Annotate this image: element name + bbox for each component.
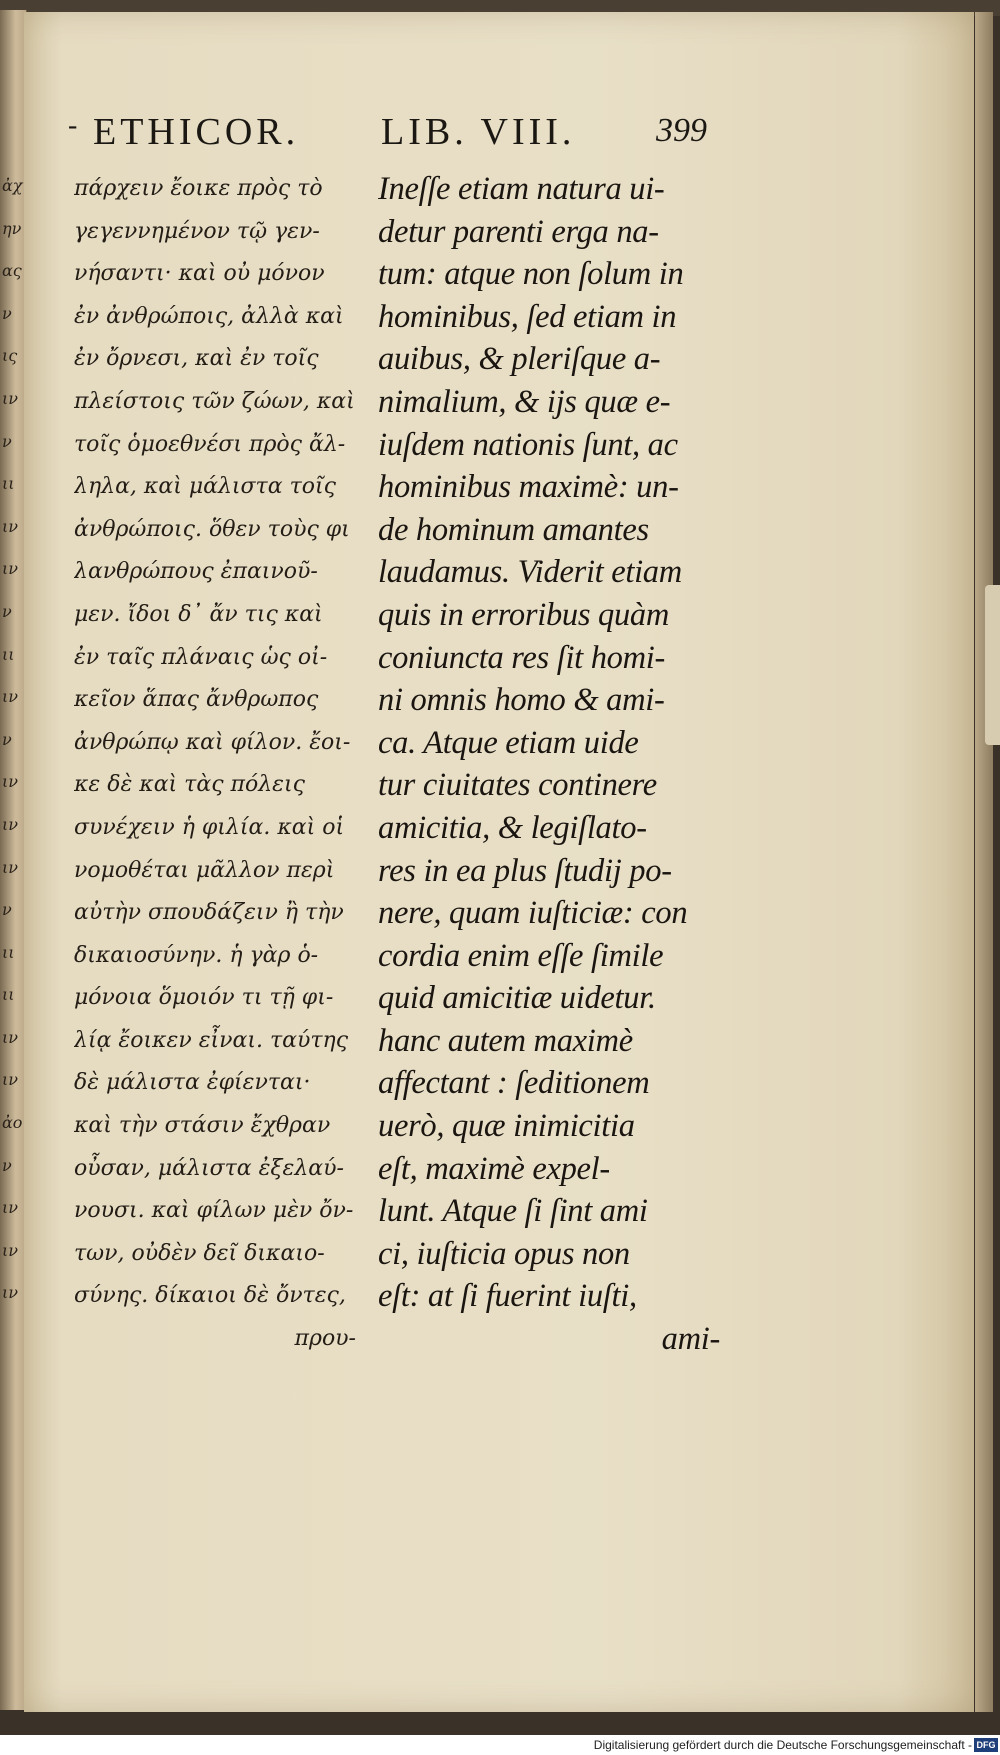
- latin-line: cordia enim eſſe ſimile: [378, 937, 664, 974]
- facing-page-fragment: ν: [2, 431, 12, 451]
- latin-line: coniuncta res ſit homi-: [378, 639, 666, 676]
- latin-line: amicitia, & legiſlato-: [378, 809, 647, 846]
- facing-page-fragment: ην: [2, 218, 22, 238]
- facing-page-fragment: ιν: [2, 1027, 18, 1047]
- greek-line: δικαιοσύνην. ἡ γὰρ ὁ-: [74, 942, 319, 968]
- footer-credit: Digitalisierung gefördert durch die Deutsche Forschungsgemeinschaft -: [593, 1738, 972, 1752]
- facing-page-fragment: ἀο: [2, 1113, 23, 1133]
- facing-page-fragment: ν: [2, 900, 12, 920]
- facing-page-fragment: ιι: [2, 644, 15, 664]
- facing-page-fragment: ν: [2, 729, 12, 749]
- facing-page-fragment: ιι: [2, 474, 15, 494]
- latin-line: uerò, quæ inimicitia: [378, 1108, 635, 1145]
- greek-line: συνέχειν ἡ φιλία. καὶ οἱ: [74, 814, 345, 840]
- latin-line: laudamus. Viderit etiam: [378, 554, 682, 591]
- facing-page-fragment: ας: [2, 261, 22, 281]
- facing-page-fragment: ν: [2, 1155, 12, 1175]
- greek-line: δὲ μάλιστα ἐφίενται·: [74, 1070, 311, 1096]
- latin-catchword: ami-: [661, 1321, 720, 1358]
- facing-page-fragment: ιν: [2, 1283, 18, 1303]
- latin-line: eſt: at ſi fuerint iuſti,: [378, 1278, 637, 1315]
- running-head-title: ETHICOR.: [93, 111, 300, 153]
- latin-line: hominibus maximè: un-: [378, 469, 679, 506]
- latin-line: res in ea plus ſtudij po-: [378, 852, 672, 889]
- paper-tab: [985, 585, 1000, 745]
- running-head-book: LIB. VIII.: [381, 111, 576, 153]
- greek-line: ἐν ἀνθρώποις, ἀλλὰ καὶ: [74, 303, 344, 329]
- greek-line: κεῖον ἅπας ἄνθρωπος: [74, 687, 319, 713]
- latin-line: auibus, & pleriſque a-: [378, 341, 661, 378]
- facing-page-fragment: ιν: [2, 559, 18, 579]
- greek-line: ἀνθρώποις. ὅθεν τοὺς φι: [74, 516, 350, 542]
- latin-line: detur parenti erga na-: [378, 213, 659, 250]
- greek-line: πάρχειν ἔοικε πρὸς τὸ: [74, 176, 323, 201]
- greek-line: σύνης. δίκαιοι δὲ ὄντες,: [74, 1283, 346, 1309]
- facing-page-fragment: ιν: [2, 814, 18, 834]
- latin-line: ni omnis homo & ami-: [378, 682, 665, 719]
- page-number: 399: [656, 112, 707, 149]
- latin-line: nimalium, & ijs quæ e-: [378, 383, 671, 420]
- latin-line: de hominum amantes: [378, 511, 649, 548]
- right-page-edge: [975, 12, 993, 1712]
- greek-line: μόνοια ὅμοιόν τι τῇ φι-: [74, 985, 334, 1011]
- greek-line: γεγεννημένον τῷ γεν-: [74, 218, 320, 244]
- facing-page-fragment: ιν: [2, 1198, 18, 1218]
- facing-page-fragment: ιι: [2, 942, 15, 962]
- greek-line: ληλα, καὶ μάλιστα τοῖς: [74, 474, 336, 500]
- running-head: [68, 110, 728, 153]
- facing-page-fragment: ν: [2, 601, 12, 621]
- facing-page-fragments: [2, 165, 24, 1315]
- greek-line: λανθρώπους ἐπαινοῦ-: [74, 559, 318, 585]
- greek-line: νομοθέται μᾶλλον περὶ: [74, 857, 335, 883]
- greek-line: των, οὐδὲν δεῖ δικαιο-: [74, 1240, 325, 1266]
- facing-page-fragment: ιν: [2, 516, 18, 536]
- greek-line: νήσαντι· καὶ οὐ μόνον: [74, 261, 325, 287]
- greek-line: οὖσαν, μάλιστα ἐξελαύ-: [74, 1155, 344, 1181]
- latin-line: nere, quam iuſticiæ: con: [378, 895, 688, 932]
- latin-line: hominibus, ſed etiam in: [378, 298, 677, 335]
- facing-page-fragment: ἀχ: [2, 176, 23, 195]
- facing-page-fragment: ιν: [2, 687, 18, 707]
- greek-text-column: [74, 168, 356, 1361]
- greek-line: αὐτὴν σπουδάζειν ἢ τὴν: [74, 900, 344, 926]
- greek-line: πλείστοις τῶν ζώων, καὶ: [74, 388, 355, 414]
- greek-line: ἐν ὄρνεσι, καὶ ἐν τοῖς: [74, 346, 319, 372]
- facing-page-fragment: ν: [2, 303, 12, 323]
- latin-line: lunt. Atque ſi ſint ami: [378, 1193, 648, 1230]
- greek-line: καὶ τὴν στάσιν ἔχθραν: [74, 1113, 331, 1139]
- facing-page-fragment: ις: [2, 346, 18, 366]
- latin-line: ci, iuſticia opus non: [378, 1235, 630, 1272]
- facing-page-fragment: ιν: [2, 388, 18, 408]
- facing-page-fragment: ιν: [2, 857, 18, 877]
- latin-text-column: [378, 168, 720, 1361]
- latin-line: ca. Atque etiam uide: [378, 724, 639, 761]
- dfg-logo: DFG: [974, 1738, 998, 1752]
- latin-line: eſt, maximè expel-: [378, 1150, 610, 1187]
- greek-line: ἐν ταῖς πλάναις ὡς οἰ-: [74, 644, 328, 670]
- latin-line: affectant : ſeditionem: [378, 1065, 650, 1102]
- greek-line: νουσι. καὶ φίλων μὲν ὄν-: [74, 1198, 354, 1224]
- running-head-dash: -: [68, 110, 78, 141]
- greek-line: ἀνθρώπῳ καὶ φίλον. ἔοι-: [74, 729, 351, 755]
- latin-line: Ineſſe etiam natura ui-: [378, 171, 665, 207]
- facing-page-edge: [0, 10, 27, 1710]
- greek-line: τοῖς ὁμοεθνέσι πρὸς ἄλ-: [74, 431, 346, 457]
- facing-page-fragment: ιν: [2, 772, 18, 792]
- latin-line: quid amicitiæ uidetur.: [378, 980, 656, 1017]
- facing-page-fragment: ιν: [2, 1240, 18, 1260]
- latin-line: quis in erroribus quàm: [378, 596, 670, 633]
- digitization-footer: [0, 1735, 1000, 1755]
- latin-line: tur ciuitates continere: [378, 767, 657, 804]
- latin-line: iuſdem nationis ſunt, ac: [378, 426, 678, 463]
- greek-line: λίᾳ ἔοικεν εἶναι. ταύτης: [74, 1027, 349, 1053]
- greek-line: κε δὲ καὶ τὰς πόλεις: [74, 772, 305, 798]
- greek-line: μεν. ἴδοι δ᾽ ἄν τις καὶ: [74, 601, 323, 627]
- facing-page-fragment: ιι: [2, 985, 15, 1005]
- latin-line: tum: atque non ſolum in: [378, 256, 684, 293]
- greek-catchword: πρου-: [294, 1326, 356, 1352]
- facing-page-fragment: ιν: [2, 1070, 18, 1090]
- latin-line: hanc autem maximè: [378, 1022, 633, 1059]
